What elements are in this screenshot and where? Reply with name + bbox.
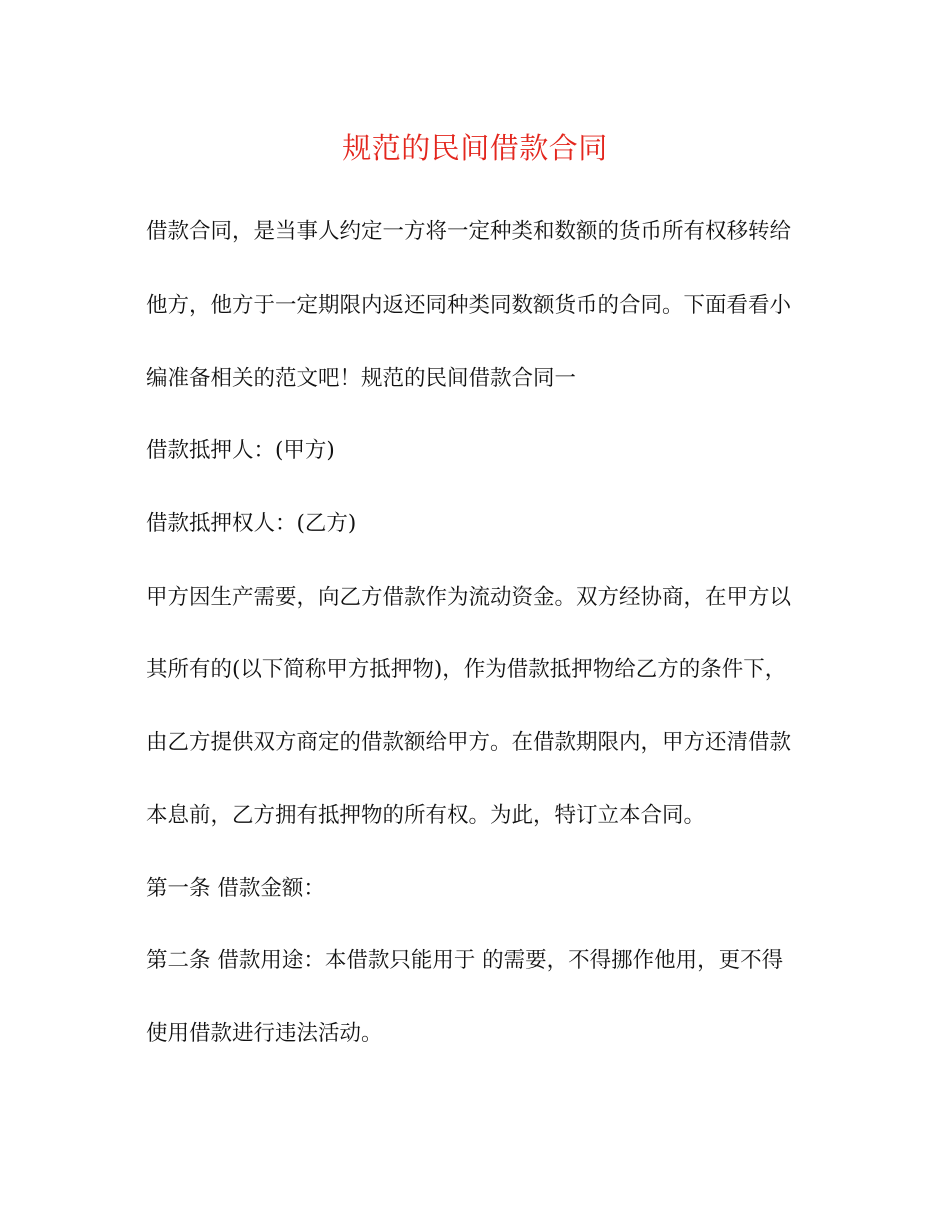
paragraph-line-12: 使用借款进行违法活动。	[146, 1021, 383, 1046]
paragraph-line-9: 本息前，乙方拥有抵押物的所有权。为此，特订立本合同。	[146, 803, 706, 828]
paragraph-line-8: 由乙方提供双方商定的借款额给甲方。在借款期限内，甲方还清借款	[146, 730, 792, 755]
paragraph-line-1: 借款合同，是当事人约定一方将一定种类和数额的货币所有权移转给	[146, 219, 792, 244]
paragraph-line-6: 甲方因生产需要，向乙方借款作为流动资金。双方经协商，在甲方以	[146, 585, 792, 610]
paragraph-line-7: 其所有的(以下简称甲方抵押物)，作为借款抵押物给乙方的条件下，	[146, 657, 787, 682]
paragraph-line-2: 他方，他方于一定期限内返还同种类同数额货币的合同。下面看看小	[146, 293, 792, 318]
paragraph-line-10: 第一条 借款金额：	[146, 876, 325, 901]
paragraph-line-5: 借款抵押权人：(乙方)	[146, 511, 357, 536]
document-title: 规范的民间借款合同	[342, 131, 608, 165]
paragraph-line-11: 第二条 借款用途：本借款只能用于 的需要，不得挪作他用，更不得	[146, 948, 784, 973]
paragraph-line-3: 编准备相关的范文吧！规范的民间借款合同一	[146, 366, 577, 391]
paragraph-line-4: 借款抵押人：(甲方)	[146, 438, 335, 463]
